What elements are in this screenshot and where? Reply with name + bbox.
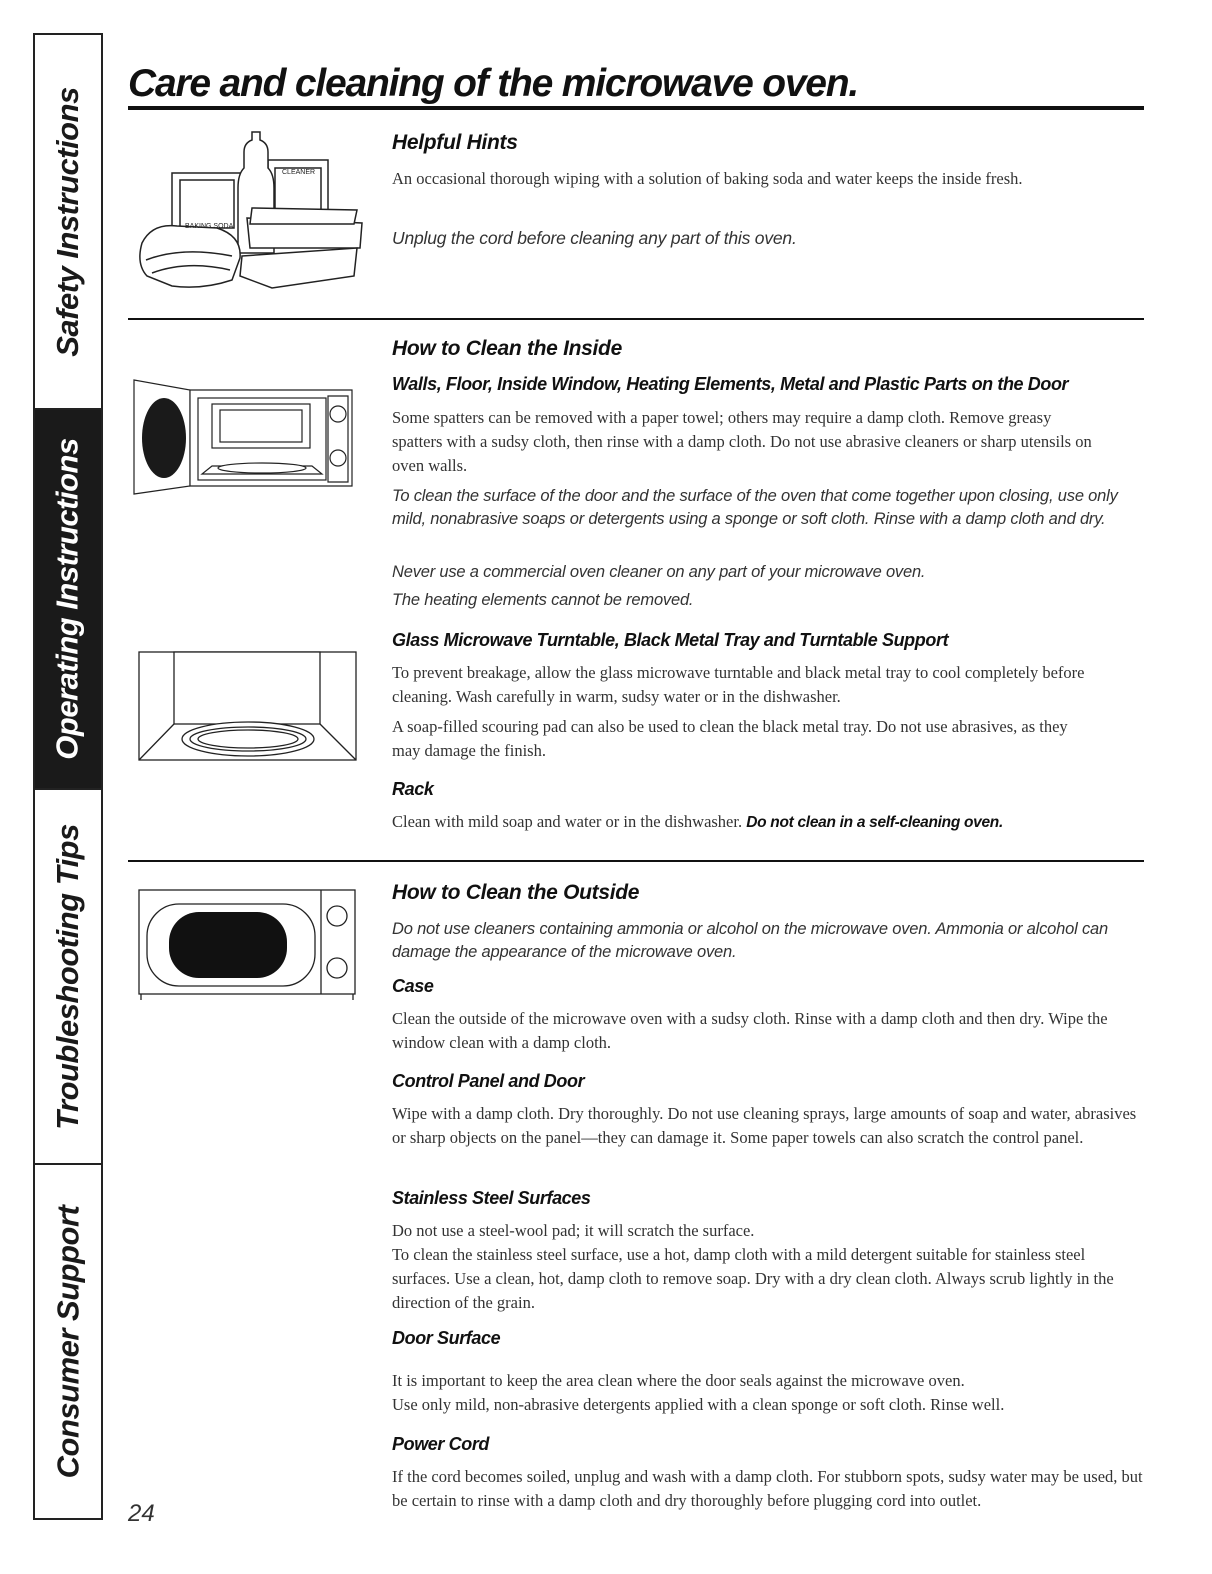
cleaning-supplies-illustration — [132, 128, 372, 298]
title-rule — [128, 106, 1144, 110]
tab-label: Operating Instructions — [50, 438, 86, 760]
power-cord-heading: Power Cord — [392, 1434, 490, 1454]
ammonia-note: Do not use cleaners containing ammonia or alcohol on the microwave oven. Ammonia or alcohol can damage the appearance of the microwave oven. — [392, 920, 1108, 961]
section-divider — [128, 318, 1144, 320]
tab-safety-instructions[interactable] — [35, 35, 101, 410]
turntable-text-cooling: To prevent breakage, allow the glass microwave turntable and black metal tray to cool completely before cleaning. Wash carefully in warm, sudsy water or in the dishwasher. — [392, 663, 1085, 706]
control-panel-text: Wipe with a damp cloth. Dry thoroughly. Do not use cleaning sprays, large amounts of soap and water, abrasives or sharp objects on the panel—they can damage it. Some paper towels can also scratch the control panel. — [392, 1104, 1137, 1147]
case-text: Clean the outside of the microwave oven with a sudsy cloth. Rinse with a damp cloth and then dry. Wipe the window clean with a damp cloth. — [392, 1009, 1108, 1052]
clean-inside-heading: How to Clean the Inside — [392, 337, 622, 360]
rack-warning: Do not clean in a self-cleaning oven. — [746, 814, 1003, 831]
helpful-hints-text: An occasional thorough wiping with a solution of baking soda and water keeps the inside fresh. — [392, 169, 1023, 188]
walls-note-door-surface: To clean the surface of the door and the surface of the oven that come together upon closing, use only mild, nonabrasive soaps or detergents using a sponge or soft cloth. Rinse with a damp cloth and dry. — [392, 487, 1118, 528]
rack-text-body: Clean with mild soap and water or in the dishwasher. — [392, 812, 747, 831]
door-surface-text-seal: It is important to keep the area clean where the door seals against the microwave oven. — [392, 1371, 965, 1390]
tab-operating-instructions[interactable] — [35, 410, 101, 790]
clean-outside-heading: How to Clean the Outside — [392, 881, 640, 904]
closed-microwave-illustration — [137, 888, 359, 1000]
power-cord-text: If the cord becomes soiled, unplug and wash with a damp cloth. For stubborn spots, sudsy water may be used, but be certain to rinse with a damp cloth and dry thoroughly before plugging cord into outlet. — [392, 1467, 1143, 1510]
walls-text: Some spatters can be removed with a paper towel; others may require a damp cloth. Remove greasy spatters with a sudsy cloth, then rinse with a damp cloth. Do not use abrasive cleaners or sharp utensils on oven walls. — [392, 408, 1092, 475]
turntable-illustration — [138, 651, 358, 763]
case-heading: Case — [392, 976, 434, 996]
page-number: 24 — [128, 1500, 155, 1527]
stainless-steel-heading: Stainless Steel Surfaces — [392, 1188, 591, 1208]
stainless-steel-text-clean: To clean the stainless steel surface, use a hot, damp cloth with a mild detergent suitable for stainless steel surfaces. Use a clean, hot, damp cloth to remove soap. Dry with a dry clean cloth. Always scrub lightly in the direction of the grain. — [392, 1245, 1114, 1312]
rack-heading: Rack — [392, 779, 434, 799]
turntable-heading: Glass Microwave Turntable, Black Metal Tray and Turntable Support — [392, 630, 949, 650]
tab-consumer-support[interactable] — [35, 1165, 101, 1518]
rack-text — [392, 810, 1152, 835]
turntable-text-scouring: A soap-filled scouring pad can also be used to clean the black metal tray. Do not use abrasives, as they may damage the finish. — [392, 717, 1068, 760]
walls-note-commercial-cleaner: Never use a commercial oven cleaner on any part of your microwave oven. — [392, 563, 926, 581]
door-surface-heading: Door Surface — [392, 1328, 501, 1348]
section-divider — [128, 860, 1144, 862]
tab-label: Safety Instructions — [50, 86, 85, 357]
walls-note-heating-elements: The heating elements cannot be removed. — [392, 591, 694, 609]
baking-soda-label: BAKING SODA — [185, 223, 234, 230]
cleaner-label: CLEANER — [282, 169, 316, 176]
walls-heading: Walls, Floor, Inside Window, Heating Elements, Metal and Plastic Parts on the Door — [392, 374, 1069, 394]
control-panel-heading: Control Panel and Door — [392, 1071, 585, 1091]
tab-label: Consumer Support — [50, 1205, 86, 1478]
tab-troubleshooting-tips[interactable] — [35, 790, 101, 1165]
unplug-note: Unplug the cord before cleaning any part of this oven. — [392, 228, 797, 248]
page-title: Care and cleaning of the microwave oven. — [128, 62, 859, 105]
helpful-hints-heading: Helpful Hints — [392, 131, 518, 154]
section-sidebar — [33, 33, 103, 1520]
door-surface-text-detergent: Use only mild, non-abrasive detergents applied with a clean sponge or soft cloth. Rinse well. — [392, 1395, 1005, 1414]
stainless-steel-text-wool: Do not use a steel-wool pad; it will scratch the surface. — [392, 1221, 755, 1240]
open-microwave-illustration — [132, 378, 358, 496]
tab-label: Troubleshooting Tips — [50, 823, 85, 1130]
